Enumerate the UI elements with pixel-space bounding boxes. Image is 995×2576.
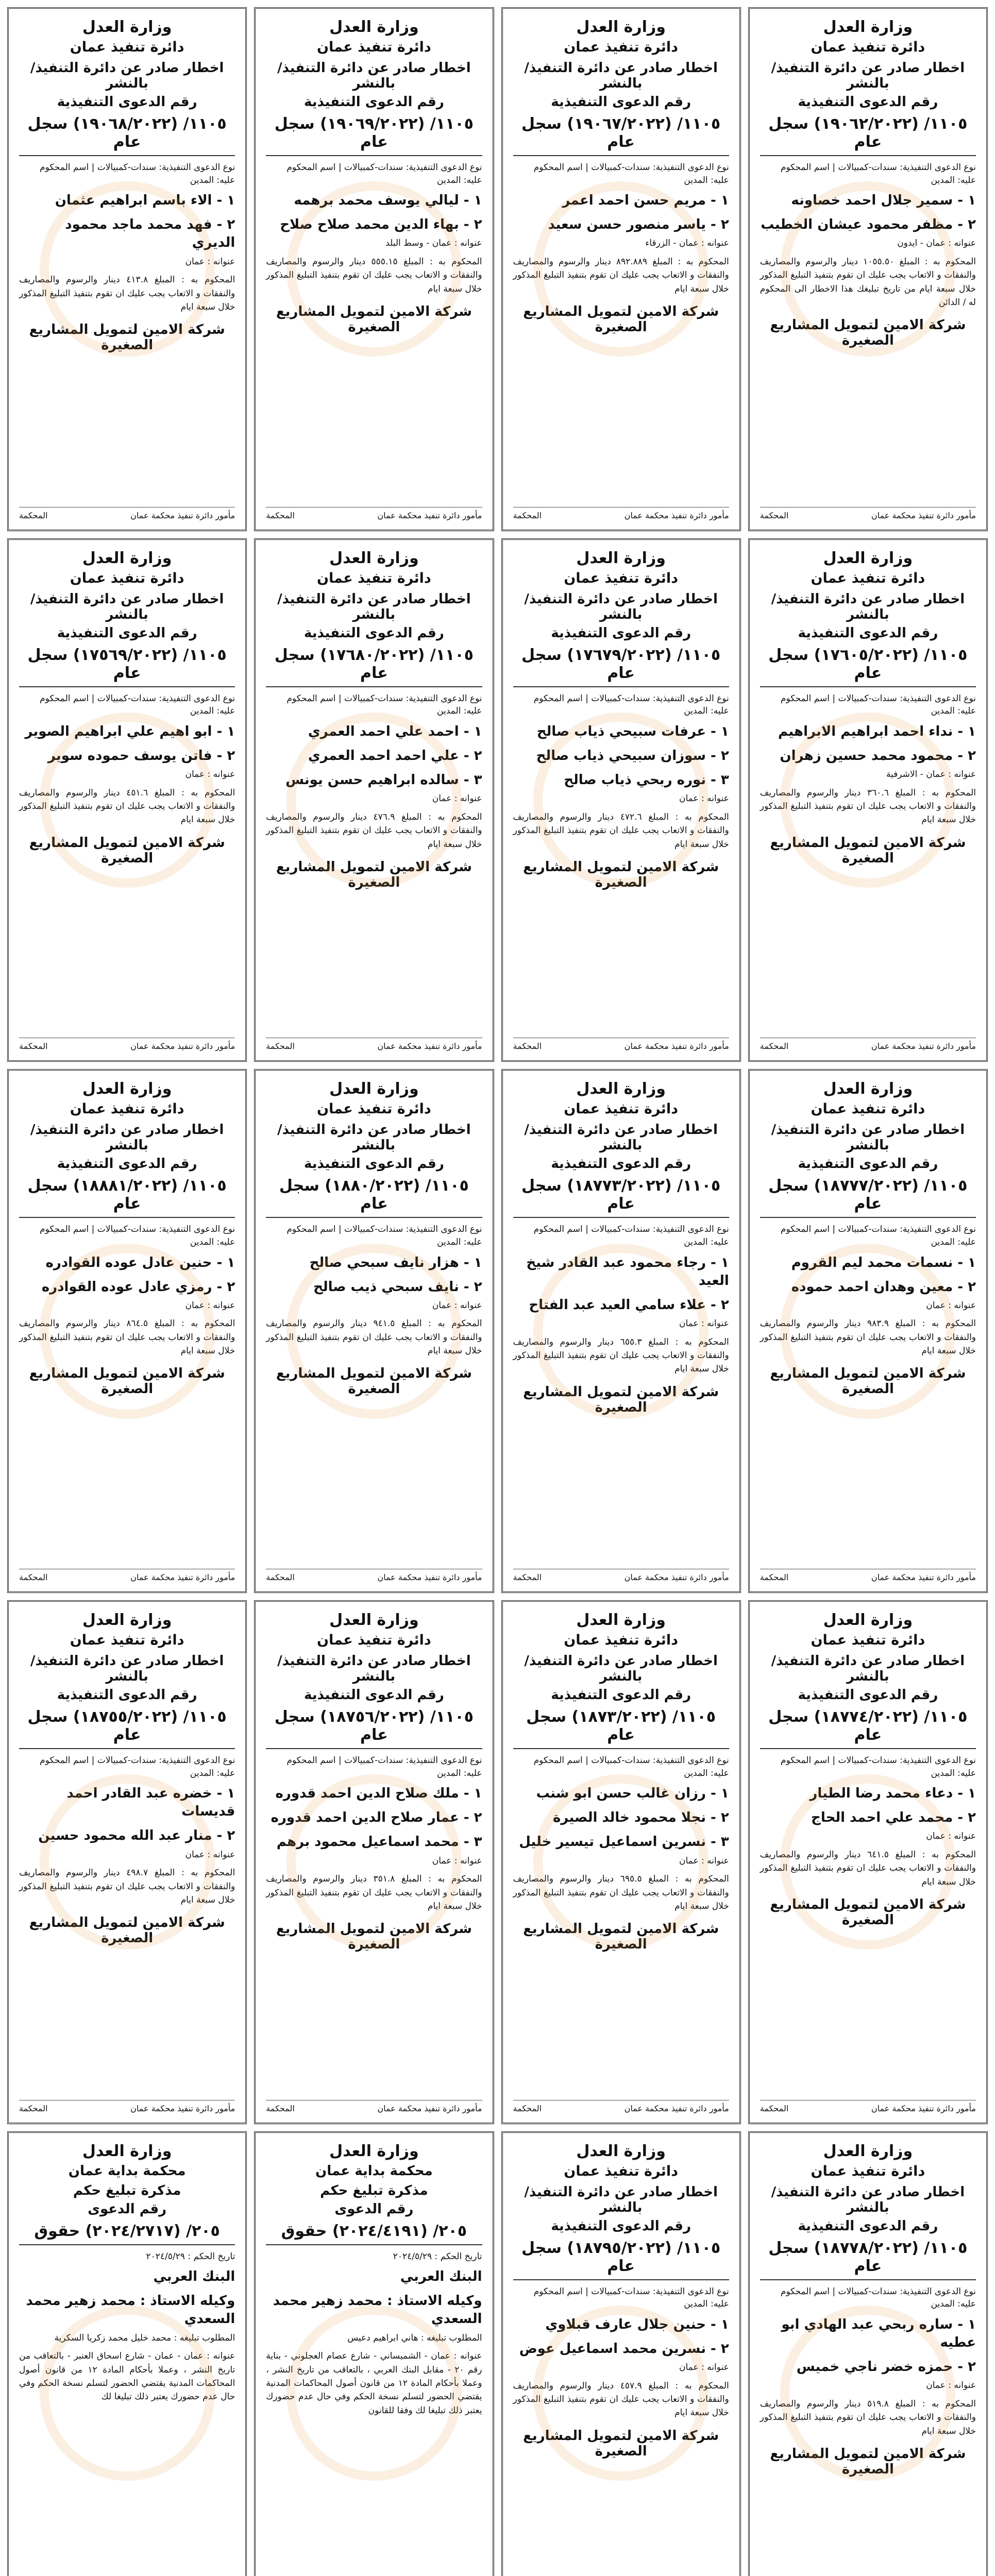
department-heading: دائرة تنفيذ عمان (811, 2163, 925, 2179)
department-heading: دائرة تنفيذ عمان (317, 1101, 431, 1117)
notice-footer (19, 1569, 235, 1582)
case-info: نوع الدعوى التنفيذية: سندات-كمبيالات | اسم المحكوم عليه: المدين (40, 1755, 235, 1778)
signature-line: مأمور دائرة تنفيذ محكمة عمان (624, 1572, 729, 1582)
creditor-company: شركة الامين لتمويل المشاريع الصغيرة (29, 1915, 225, 1946)
ministry-heading: وزارة العدل (576, 1080, 666, 1098)
party-name: ١ - ابو اهيم علي ابراهيم الصوير (25, 723, 235, 739)
creditor-company: شركة الامين لتمويل المشاريع الصغيرة (276, 1366, 472, 1397)
address-line: عنوانه : عمان (432, 1300, 482, 1311)
notice-card (748, 1600, 988, 2124)
address-line: عنوانه : عمان (185, 769, 235, 780)
signature-line: مأمور دائرة تنفيذ محكمة عمان (377, 1572, 482, 1582)
case-label: رقم الدعوى التنفيذية (798, 1156, 938, 1172)
case-label: رقم الدعوى التنفيذية (798, 2218, 938, 2234)
department-heading: دائرة تنفيذ عمان (564, 570, 678, 586)
party-name: ١ - الاء باسم ابراهيم عثمان (55, 193, 235, 209)
party-name: البنك العربي (153, 2269, 235, 2285)
creditor-company: شركة الامين لتمويل المشاريع الصغيرة (276, 1921, 472, 1953)
creditor-company: شركة الامين لتمويل المشاريع الصغيرة (523, 859, 719, 890)
notice-title: اخطار صادر عن دائرة التنفيذ/ بالنشر (524, 60, 718, 91)
notice-body: عنوانه : عمان - عمان - شارع اسحاق العنبر - بالتعاقب من تاريخ النشر ، وعملا بأحكام المادة ١٢ من قانون أصول المحاكمات المدنية يقتضي الحضور لتسلم نسخة الحكم وفي حال عدم حضورك يعتبر ذلك تبليغا لك (19, 2351, 235, 2402)
department-heading: دائرة تنفيذ عمان (564, 39, 678, 55)
ministry-heading: وزارة العدل (576, 18, 666, 36)
party-name: ٢ - رمزي عادل عوده القوادره (41, 1279, 235, 1295)
signature-line: مأمور دائرة تنفيذ محكمة عمان (130, 1041, 235, 1052)
creditor-company: شركة الامين لتمويل المشاريع الصغيرة (523, 1384, 719, 1415)
notice-card (501, 1600, 741, 2124)
party-name: ١ - سمير جلال احمد خصاونه (791, 193, 976, 209)
case-label: رقم الدعوى (88, 2201, 167, 2217)
notice-body: المحكوم به : المبلغ ٨٦٤.٥ دينار والرسوم والمصاريف والنفقات و الاتعاب يجب عليك ان تقوم بتنفيذ التبليغ المذكور خلال سبعة ايام (19, 1318, 235, 1357)
ministry-heading: وزارة العدل (823, 1611, 913, 1629)
party-name: ١ - دعاء محمد رضا الطيار (810, 1786, 976, 1802)
notice-card (501, 1069, 741, 1593)
signature-line: المحكمة (19, 510, 48, 520)
party-name: ٢ - حمزه خضر ناجي خميس (796, 2359, 976, 2375)
notice-title: اخطار صادر عن دائرة التنفيذ/ بالنشر (30, 1653, 224, 1684)
department-heading: دائرة تنفيذ عمان (70, 570, 184, 586)
notice-card (254, 7, 494, 531)
case-info: نوع الدعوى التنفيذية: سندات-كمبيالات | اسم المحكوم عليه: المدين (286, 1224, 482, 1247)
case-label: رقم الدعوى التنفيذية (57, 625, 197, 641)
signature-line: المحكمة (513, 1041, 542, 1052)
party-name: ٢ - نسرين محمد اسماعيل عوض (519, 2341, 729, 2357)
creditor-company: شركة الامين لتمويل المشاريع الصغيرة (29, 835, 225, 866)
case-number: ٢٠٥/ (٢٠٢٤/٢٧١٧) حقوق (19, 2222, 235, 2245)
party-name: ٢ - علاء سامي العيد عبد الفتاح (529, 1297, 729, 1313)
party-name: ٣ - سالده ابراهيم حسن يونس (285, 772, 482, 788)
ministry-heading: وزارة العدل (329, 18, 419, 36)
address-line: عنوانه : عمان (185, 1849, 235, 1860)
notice-footer (266, 2100, 482, 2113)
party-name: ٢ - محمود محمد حسين زهران (780, 748, 976, 764)
notice-card (748, 538, 988, 1062)
ministry-heading: وزارة العدل (329, 1611, 419, 1629)
notice-card (7, 2131, 247, 2576)
address-line: المطلوب تبليغه : محمد خليل محمد زكريا السكرية (54, 2332, 235, 2343)
notice-footer (513, 1038, 729, 1051)
case-label: رقم الدعوى التنفيذية (57, 1687, 197, 1703)
notice-footer (266, 507, 482, 520)
signature-line: المحكمة (266, 2103, 295, 2113)
party-name: ٢ - بهاء الدين محمد صلاح صلاح (280, 217, 482, 233)
party-name: ١ - مريم حسن احمد اعمر (562, 193, 729, 209)
case-info: نوع الدعوى التنفيذية: سندات-كمبيالات | اسم المحكوم عليه: المدين (286, 1755, 482, 1778)
case-number: ١١٠٥/ (١٩٠٦٧/٢٠٢٢) سجل عام (513, 115, 729, 156)
party-name: ٢ - ياسر منصور حسن سعيد (548, 217, 729, 233)
party-name: ١ - خضره عبد القادر احمد قديسات (66, 1786, 235, 1820)
signature-line: مأمور دائرة تنفيذ محكمة عمان (624, 1041, 729, 1052)
party-name: ٢ - نايف سبحي ذيب صالح (313, 1279, 482, 1295)
case-number: ١١٠٥/ (١٨٧٧٣/٢٠٢٢) سجل عام (513, 1177, 729, 1218)
signature-line: المحكمة (760, 2103, 789, 2113)
case-number: ١١٠٥/ (١٩٠٦٨/٢٠٢٢) سجل عام (19, 115, 235, 156)
party-name: ١ - ساره ربحي عبد الهادي ابو عطيه (781, 2316, 976, 2351)
ministry-heading: وزارة العدل (329, 1080, 419, 1098)
signature-line: مأمور دائرة تنفيذ محكمة عمان (130, 1572, 235, 1582)
address-line: عنوانه : عمان (926, 2380, 976, 2391)
case-number: ١١٠٥/ (١٩٠٦٩/٢٠٢٢) سجل عام (266, 115, 482, 156)
notice-body: عنوانه : عمان - الشميساني - شارع عصام العجلوني - بناية رقم ٢٠ - مقابل البنك العربي ، بالتعاقب من تاريخ النشر ، وعملا بأحكام المادة ١٢ من قانون أصول المحاكمات المدنية يقتضي الحضور لتسلم نسخة الحكم وفي حال عدم حضورك يعتبر ذلك تبليغا لك وفقا للقانون (266, 2351, 482, 2416)
department-heading: دائرة تنفيذ عمان (317, 570, 431, 586)
notice-body: المحكوم به : المبلغ ٤٥١.٦ دينار والرسوم والمصاريف والنفقات و الاتعاب يجب عليك ان تقوم بتنفيذ التبليغ المذكور خلال سبعة ايام (19, 787, 235, 825)
creditor-company: شركة الامين لتمويل المشاريع الصغيرة (770, 1366, 966, 1397)
ministry-heading: وزارة العدل (576, 2142, 666, 2160)
notice-title: اخطار صادر عن دائرة التنفيذ/ بالنشر (524, 2184, 718, 2215)
address-line: عنوانه : عمان (926, 1831, 976, 1842)
signature-line: المحكمة (19, 1572, 48, 1582)
notice-card (7, 7, 247, 531)
notice-card (501, 2131, 741, 2576)
case-info: نوع الدعوى التنفيذية: سندات-كمبيالات | اسم المحكوم عليه: المدين (286, 162, 482, 185)
signature-line: المحكمة (19, 2103, 48, 2113)
notice-title: مذكرة تبليغ حكم (73, 2182, 181, 2198)
creditor-company: شركة الامين لتمويل المشاريع الصغيرة (770, 2446, 966, 2477)
notice-card (254, 1600, 494, 2124)
department-heading: دائرة تنفيذ عمان (70, 39, 184, 55)
party-name: البنك العربي (400, 2269, 482, 2285)
case-info: نوع الدعوى التنفيذية: سندات-كمبيالات | اسم المحكوم عليه: المدين (533, 2286, 729, 2310)
creditor-company: شركة الامين لتمويل المشاريع الصغيرة (770, 317, 966, 349)
department-heading: دائرة تنفيذ عمان (564, 1632, 678, 1648)
address-line: عنوانه : عمان (679, 2362, 729, 2373)
case-number: ١١٠٥/ (١٧٥٦٩/٢٠٢٢) سجل عام (19, 646, 235, 687)
case-label: رقم الدعوى التنفيذية (303, 625, 444, 641)
notice-title: اخطار صادر عن دائرة التنفيذ/ بالنشر (771, 2184, 965, 2215)
notice-footer (513, 507, 729, 520)
creditor-company: شركة الامين لتمويل المشاريع الصغيرة (276, 859, 472, 890)
case-number: ١١٠٥/ (١٨٧٥٦/٢٠٢٢) سجل عام (266, 1708, 482, 1749)
case-number: ١١٠٥/ (١٨٧٣/٢٠٢٢) سجل عام (513, 1708, 729, 1749)
signature-line: مأمور دائرة تنفيذ محكمة عمان (377, 1041, 482, 1052)
case-info: نوع الدعوى التنفيذية: سندات-كمبيالات | اسم المحكوم عليه: المدين (780, 2286, 976, 2310)
notice-footer (19, 1038, 235, 1051)
signature-line: مأمور دائرة تنفيذ محكمة عمان (871, 1572, 976, 1582)
address-line: المطلوب تبليغه : هاني ابراهيم دعيس (347, 2332, 482, 2343)
department-heading: دائرة تنفيذ عمان (811, 1101, 925, 1117)
case-number: ١١٠٥/ (١٧٦٠٥/٢٠٢٢) سجل عام (760, 646, 976, 687)
party-name: ٢ - مظفر محمود عيشان الخطيب (761, 217, 976, 233)
party-name: ٣ - نوره ربحي ذياب صالح (564, 772, 729, 788)
case-info: نوع الدعوى التنفيذية: سندات-كمبيالات | اسم المحكوم عليه: المدين (40, 1224, 235, 1247)
ministry-heading: وزارة العدل (329, 549, 419, 567)
department-heading: دائرة تنفيذ عمان (70, 1632, 184, 1648)
signature-line: مأمور دائرة تنفيذ محكمة عمان (871, 2103, 976, 2113)
case-info: نوع الدعوى التنفيذية: سندات-كمبيالات | اسم المحكوم عليه: المدين (780, 162, 976, 185)
address-line: عنوانه : عمان - الاشرفية (886, 769, 976, 780)
creditor-company: شركة الامين لتمويل المشاريع الصغيرة (523, 304, 719, 335)
party-name: ١ - حنين عادل عوده القوادره (45, 1255, 235, 1270)
address-line: عنوانه : عمان - الزرقاء (645, 238, 729, 249)
ministry-heading: وزارة العدل (823, 1080, 913, 1098)
department-heading: دائرة تنفيذ عمان (564, 2163, 678, 2179)
case-label: رقم الدعوى التنفيذية (798, 1687, 938, 1703)
signature-line: المحكمة (513, 2103, 542, 2113)
address-line: عنوانه : عمان - وسط البلد (385, 238, 482, 249)
signature-line: مأمور دائرة تنفيذ محكمة عمان (871, 510, 976, 520)
notice-footer (760, 2100, 976, 2113)
case-info: تاريخ الحكم : ٢٠٢٤/٥/٢٩ (146, 2251, 235, 2262)
signature-line: مأمور دائرة تنفيذ محكمة عمان (377, 2103, 482, 2113)
notice-body: المحكوم به : المبلغ ٨٩٢.٨٨٩ دينار والرسوم والمصاريف والنفقات و الاتعاب يجب عليك ان تقوم بتنفيذ التبليغ المذكور خلال سبعة ايام (513, 257, 729, 294)
notice-title: اخطار صادر عن دائرة التنفيذ/ بالنشر (524, 1653, 718, 1684)
case-info: نوع الدعوى التنفيذية: سندات-كمبيالات | اسم المحكوم عليه: المدين (780, 693, 976, 717)
signature-line: مأمور دائرة تنفيذ محكمة عمان (130, 2103, 235, 2113)
notice-title: اخطار صادر عن دائرة التنفيذ/ بالنشر (771, 60, 965, 91)
ministry-heading: وزارة العدل (82, 1611, 172, 1629)
ministry-heading: وزارة العدل (82, 1080, 172, 1098)
signature-line: المحكمة (266, 1572, 295, 1582)
notice-body: المحكوم به : المبلغ ١٠٥٥.٥٠ دينار والرسوم والمصاريف والنفقات و الاتعاب يجب عليك ان تقوم بتنفيذ التبليغ المذكور خلال سبعة ايام من تاريخ تبليغك هذا الاخطار الى المحكوم له / الدائن (760, 257, 976, 308)
case-label: رقم الدعوى التنفيذية (303, 1687, 444, 1703)
notice-body: المحكوم به : المبلغ ٤٩٨.٧ دينار والرسوم والمصاريف والنفقات و الاتعاب يجب عليك ان تقوم بتنفيذ التبليغ المذكور خلال سبعة ايام (19, 1868, 235, 1905)
case-info: نوع الدعوى التنفيذية: سندات-كمبيالات | اسم المحكوم عليه: المدين (533, 162, 729, 185)
case-info: تاريخ الحكم : ٢٠٢٤/٥/٢٩ (393, 2251, 482, 2262)
notice-body: المحكوم به : المبلغ ٣٦٠.٦ دينار والرسوم والمصاريف والنفقات و الاتعاب يجب عليك ان تقوم بتنفيذ التبليغ المذكور خلال سبعة ايام (760, 787, 976, 825)
creditor-company: شركة الامين لتمويل المشاريع الصغيرة (29, 322, 225, 353)
ministry-heading: وزارة العدل (823, 549, 913, 567)
signature-line: مأمور دائرة تنفيذ محكمة عمان (624, 2103, 729, 2113)
notice-footer (760, 1038, 976, 1051)
signature-line: المحكمة (513, 1572, 542, 1582)
case-label: رقم الدعوى التنفيذية (303, 94, 444, 110)
notice-footer (513, 2100, 729, 2113)
ministry-heading: وزارة العدل (82, 18, 172, 36)
signature-line: المحكمة (760, 1041, 789, 1052)
case-number: ١١٠٥/ (١٩٠٦٢/٢٠٢٢) سجل عام (760, 115, 976, 156)
party-name: ٢ - سوزان سبيحي ذياب صالح (536, 748, 729, 764)
creditor-company: شركة الامين لتمويل المشاريع الصغيرة (276, 304, 472, 335)
ministry-heading: وزارة العدل (823, 2142, 913, 2160)
party-name: ٢ - فهد محمد ماجد محمود الديري (65, 217, 235, 251)
ministry-heading: وزارة العدل (576, 1611, 666, 1629)
case-number: ١١٠٥/ (١٧٦٨٠/٢٠٢٢) سجل عام (266, 646, 482, 687)
notice-title: اخطار صادر عن دائرة التنفيذ/ بالنشر (277, 60, 471, 91)
party-name: ١ - رجاء محمود عبد القادر شيخ العيد (526, 1255, 729, 1289)
department-heading: دائرة تنفيذ عمان (811, 570, 925, 586)
signature-line: المحكمة (760, 1572, 789, 1582)
notice-title: اخطار صادر عن دائرة التنفيذ/ بالنشر (277, 591, 471, 622)
signature-line: مأمور دائرة تنفيذ محكمة عمان (871, 1041, 976, 1052)
party-name: ٢ - فاتن يوسف حموده سوير (47, 748, 235, 764)
notice-body: المحكوم به : المبلغ ٥٥٥.١٥ دينار والرسوم والمصاريف والنفقات و الاتعاب يجب عليك ان تقوم بتنفيذ التبليغ المذكور خلال سبعة ايام (266, 257, 482, 294)
signature-line: المحكمة (760, 510, 789, 520)
notice-body: المحكوم به : المبلغ ٣٥١.٨ دينار والرسوم والمصاريف والنفقات و الاتعاب يجب عليك ان تقوم بتنفيذ التبليغ المذكور خلال سبعة ايام (266, 1874, 482, 1911)
ministry-heading: وزارة العدل (823, 18, 913, 36)
case-label: رقم الدعوى (334, 2201, 414, 2217)
notice-title: اخطار صادر عن دائرة التنفيذ/ بالنشر (277, 1122, 471, 1154)
notice-title: اخطار صادر عن دائرة التنفيذ/ بالنشر (524, 591, 718, 622)
address-line: عنوانه : عمان (679, 793, 729, 804)
case-info: نوع الدعوى التنفيذية: سندات-كمبيالات | اسم المحكوم عليه: المدين (780, 1755, 976, 1778)
creditor-company: شركة الامين لتمويل المشاريع الصغيرة (770, 835, 966, 866)
case-info: نوع الدعوى التنفيذية: سندات-كمبيالات | اسم المحكوم عليه: المدين (780, 1224, 976, 1247)
notice-body: المحكوم به : المبلغ ٦٤١.٥ دينار والرسوم والمصاريف والنفقات و الاتعاب يجب عليك ان تقوم بتنفيذ التبليغ المذكور خلال سبعة ايام (760, 1850, 976, 1887)
notice-card (254, 2131, 494, 2576)
case-label: رقم الدعوى التنفيذية (798, 625, 938, 641)
address-line: عنوانه : عمان (185, 256, 235, 267)
party-name: ١ - رزان غالب حسن ابو شنب (536, 1786, 729, 1802)
ministry-heading: وزارة العدل (576, 549, 666, 567)
notice-card (748, 7, 988, 531)
case-info: نوع الدعوى التنفيذية: سندات-كمبيالات | اسم المحكوم عليه: المدين (40, 162, 235, 185)
notice-title: اخطار صادر عن دائرة التنفيذ/ بالنشر (771, 1122, 965, 1154)
department-heading: دائرة تنفيذ عمان (811, 39, 925, 55)
notice-body: المحكوم به : المبلغ ٤١٣.٨ دينار والرسوم والمصاريف والنفقات و الاتعاب يجب عليك ان تقوم بتنفيذ التبليغ المذكور خلال سبعة ايام (19, 275, 235, 312)
case-info: نوع الدعوى التنفيذية: سندات-كمبيالات | اسم المحكوم عليه: المدين (533, 1755, 729, 1778)
party-name: ٢ - محمد علي احمد الحاج (811, 1810, 976, 1826)
notice-card (254, 538, 494, 1062)
case-number: ١١٠٥/ (١٨٧٧٧/٢٠٢٢) سجل عام (760, 1177, 976, 1218)
creditor-company: شركة الامين لتمويل المشاريع الصغيرة (523, 2428, 719, 2459)
case-label: رقم الدعوى التنفيذية (798, 94, 938, 110)
party-name: ٢ - عمار صلاح الدين احمد قدوره (271, 1810, 482, 1826)
notice-title: اخطار صادر عن دائرة التنفيذ/ بالنشر (524, 1122, 718, 1154)
creditor-company: شركة الامين لتمويل المشاريع الصغيرة (770, 1897, 966, 1928)
signature-line: مأمور دائرة تنفيذ محكمة عمان (624, 510, 729, 520)
notice-footer (513, 1569, 729, 1582)
notice-body: المحكوم به : المبلغ ٤٧٢.٦ دينار والرسوم والمصاريف والنفقات و الاتعاب يجب عليك ان تقوم بتنفيذ التبليغ المذكور خلال سبعة ايام (513, 811, 729, 850)
case-label: رقم الدعوى التنفيذية (57, 1156, 197, 1172)
case-label: رقم الدعوى التنفيذية (551, 1687, 692, 1703)
party-name: ١ - ملك صلاح الدين احمد قدوره (275, 1786, 482, 1802)
address-line: عنوانه : عمان (679, 1318, 729, 1329)
party-name: ٣ - محمد اسماعيل محمود برهم (276, 1834, 482, 1850)
notice-footer (760, 507, 976, 520)
notice-footer (19, 507, 235, 520)
case-label: رقم الدعوى التنفيذية (551, 94, 692, 110)
notice-body: المحكوم به : المبلغ ٤٥٧.٩ دينار والرسوم والمصاريف والنفقات و الاتعاب يجب عليك ان تقوم بتنفيذ التبليغ المذكور خلال سبعة ايام (513, 2380, 729, 2418)
party-name: ٢ - منار عبد الله محمود حسين (38, 1828, 235, 1844)
notice-title: اخطار صادر عن دائرة التنفيذ/ بالنشر (277, 1653, 471, 1684)
case-label: رقم الدعوى التنفيذية (57, 94, 197, 110)
address-line: عنوانه : عمان (926, 1300, 976, 1311)
case-info: نوع الدعوى التنفيذية: سندات-كمبيالات | اسم المحكوم عليه: المدين (533, 693, 729, 717)
creditor-company: شركة الامين لتمويل المشاريع الصغيرة (29, 1366, 225, 1397)
notice-footer (266, 1038, 482, 1051)
party-name: وكيله الاستاذ : محمد زهير محمد السعدي (26, 2293, 235, 2327)
notice-card (7, 1069, 247, 1593)
notice-footer (266, 1569, 482, 1582)
case-info: نوع الدعوى التنفيذية: سندات-كمبيالات | اسم المحكوم عليه: المدين (286, 693, 482, 717)
address-line: عنوانه : عمان (185, 1300, 235, 1311)
notice-footer (760, 1569, 976, 1582)
address-line: عنوانه : عمان (432, 793, 482, 804)
case-number: ١١٠٥/ (١٨٨٠/٢٠٢٢) سجل عام (266, 1177, 482, 1218)
signature-line: المحكمة (266, 510, 295, 520)
party-name: ٢ - نجلا محمود خالد الصيرة (552, 1810, 729, 1826)
creditor-company: شركة الامين لتمويل المشاريع الصغيرة (523, 1921, 719, 1953)
case-number: ١١٠٥/ (١٨٨٨١/٢٠٢٢) سجل عام (19, 1177, 235, 1218)
notice-title: اخطار صادر عن دائرة التنفيذ/ بالنشر (30, 591, 224, 622)
ministry-heading: وزارة العدل (82, 2142, 172, 2160)
department-heading: دائرة تنفيذ عمان (317, 1632, 431, 1648)
notice-title: اخطار صادر عن دائرة التنفيذ/ بالنشر (30, 1122, 224, 1154)
notice-body: المحكوم به : المبلغ ٤٧٦.٩ دينار والرسوم والمصاريف والنفقات و الاتعاب يجب عليك ان تقوم بتنفيذ التبليغ المذكور خلال سبعة ايام (266, 811, 482, 850)
party-name: ١ - حنين جلال عارف قبلاوي (545, 2316, 729, 2332)
case-number: ١١٠٥/ (١٧٦٧٩/٢٠٢٢) سجل عام (513, 646, 729, 687)
signature-line: مأمور دائرة تنفيذ محكمة عمان (377, 510, 482, 520)
notice-card (501, 538, 741, 1062)
department-heading: دائرة تنفيذ عمان (564, 1101, 678, 1117)
notice-card (7, 1600, 247, 2124)
notice-title: اخطار صادر عن دائرة التنفيذ/ بالنشر (771, 591, 965, 622)
party-name: ٢ - معين وهدان احمد حموده (791, 1279, 976, 1295)
signature-line: المحكمة (19, 1041, 48, 1052)
notice-title: مذكرة تبليغ حكم (320, 2182, 428, 2198)
party-name: ١ - نداء احمد ابراهيم الابراهيم (778, 723, 976, 739)
department-heading: دائرة تنفيذ عمان (317, 39, 431, 55)
case-info: نوع الدعوى التنفيذية: سندات-كمبيالات | اسم المحكوم عليه: المدين (40, 693, 235, 717)
case-label: رقم الدعوى التنفيذية (551, 2218, 692, 2234)
court-heading: محكمة بداية عمان (68, 2163, 186, 2179)
party-name: ٢ - علي احمد احمد العمري (308, 748, 482, 764)
case-label: رقم الدعوى التنفيذية (303, 1156, 444, 1172)
notice-body: المحكوم به : المبلغ ٩٨٣.٩ دينار والرسوم والمصاريف والنفقات و الاتعاب يجب عليك ان تقوم بتنفيذ التبليغ المذكور خلال سبعة ايام (760, 1318, 976, 1357)
party-name: ١ - احمد علي احمد العمري (308, 723, 482, 739)
address-line: عنوانه : عمان (679, 1855, 729, 1866)
signature-line: المحكمة (266, 1041, 295, 1052)
party-name: وكيله الاستاذ : محمد زهير محمد السعدي (273, 2293, 482, 2327)
notice-title: اخطار صادر عن دائرة التنفيذ/ بالنشر (30, 60, 224, 91)
notice-title: اخطار صادر عن دائرة التنفيذ/ بالنشر (771, 1653, 965, 1684)
notice-body: المحكوم به : المبلغ ٦٥٥.٣ دينار والرسوم والمصاريف والنفقات و الاتعاب يجب عليك ان تقوم بتنفيذ التبليغ المذكور خلال سبعة ايام (513, 1336, 729, 1375)
party-name: ١ - عرفات سبيحي ذياب صالح (536, 723, 729, 739)
case-number: ١١٠٥/ (١٨٧٥٥/٢٠٢٢) سجل عام (19, 1708, 235, 1749)
case-number: ١١٠٥/ (١٨٧٧٨/٢٠٢٢) سجل عام (760, 2239, 976, 2280)
party-name: ١ - نسمات محمد ليم القروم (791, 1255, 976, 1270)
notice-body: المحكوم به : المبلغ ٩٤١.٥ دينار والرسوم والمصاريف والنفقات و الاتعاب يجب عليك ان تقوم بتنفيذ التبليغ المذكور خلال سبعة ايام (266, 1318, 482, 1357)
notice-body: المحكوم به : المبلغ ٥١٩.٨ دينار والرسوم والمصاريف والنفقات و الاتعاب يجب عليك ان تقوم بتنفيذ التبليغ المذكور خلال سبعة ايام (760, 2398, 976, 2436)
department-heading: دائرة تنفيذ عمان (811, 1632, 925, 1648)
notice-card (748, 2131, 988, 2576)
notice-body: المحكوم به : المبلغ ٦٩٥.٥ دينار والرسوم والمصاريف والنفقات و الاتعاب يجب عليك ان تقوم بتنفيذ التبليغ المذكور خلال سبعة ايام (513, 1874, 729, 1911)
case-number: ١١٠٥/ (١٨٧٩٥/٢٠٢٢) سجل عام (513, 2239, 729, 2280)
case-number: ٢٠٥/ (٢٠٢٤/٤١٩١) حقوق (266, 2222, 482, 2245)
notice-footer (19, 2100, 235, 2113)
party-name: ٣ - نسرين اسماعيل تيسير خليل (519, 1834, 729, 1850)
notice-card (501, 7, 741, 531)
notice-card (7, 538, 247, 1062)
department-heading: دائرة تنفيذ عمان (70, 1101, 184, 1117)
party-name: ١ - هزار نايف سبحي صالح (309, 1255, 482, 1270)
case-info: نوع الدعوى التنفيذية: سندات-كمبيالات | اسم المحكوم عليه: المدين (533, 1224, 729, 1247)
party-name: ١ - ليالي يوسف محمد برهمه (294, 193, 482, 209)
signature-line: المحكمة (513, 510, 542, 520)
notice-card (748, 1069, 988, 1593)
notice-card (254, 1069, 494, 1593)
address-line: عنوانه : عمان (432, 1855, 482, 1866)
case-number: ١١٠٥/ (١٨٧٧٤/٢٠٢٢) سجل عام (760, 1708, 976, 1749)
signature-line: مأمور دائرة تنفيذ محكمة عمان (130, 510, 235, 520)
court-heading: محكمة بداية عمان (315, 2163, 433, 2179)
case-label: رقم الدعوى التنفيذية (551, 625, 692, 641)
ministry-heading: وزارة العدل (329, 2142, 419, 2160)
address-line: عنوانه : عمان - ايدون (897, 238, 976, 249)
ministry-heading: وزارة العدل (82, 549, 172, 567)
case-label: رقم الدعوى التنفيذية (551, 1156, 692, 1172)
